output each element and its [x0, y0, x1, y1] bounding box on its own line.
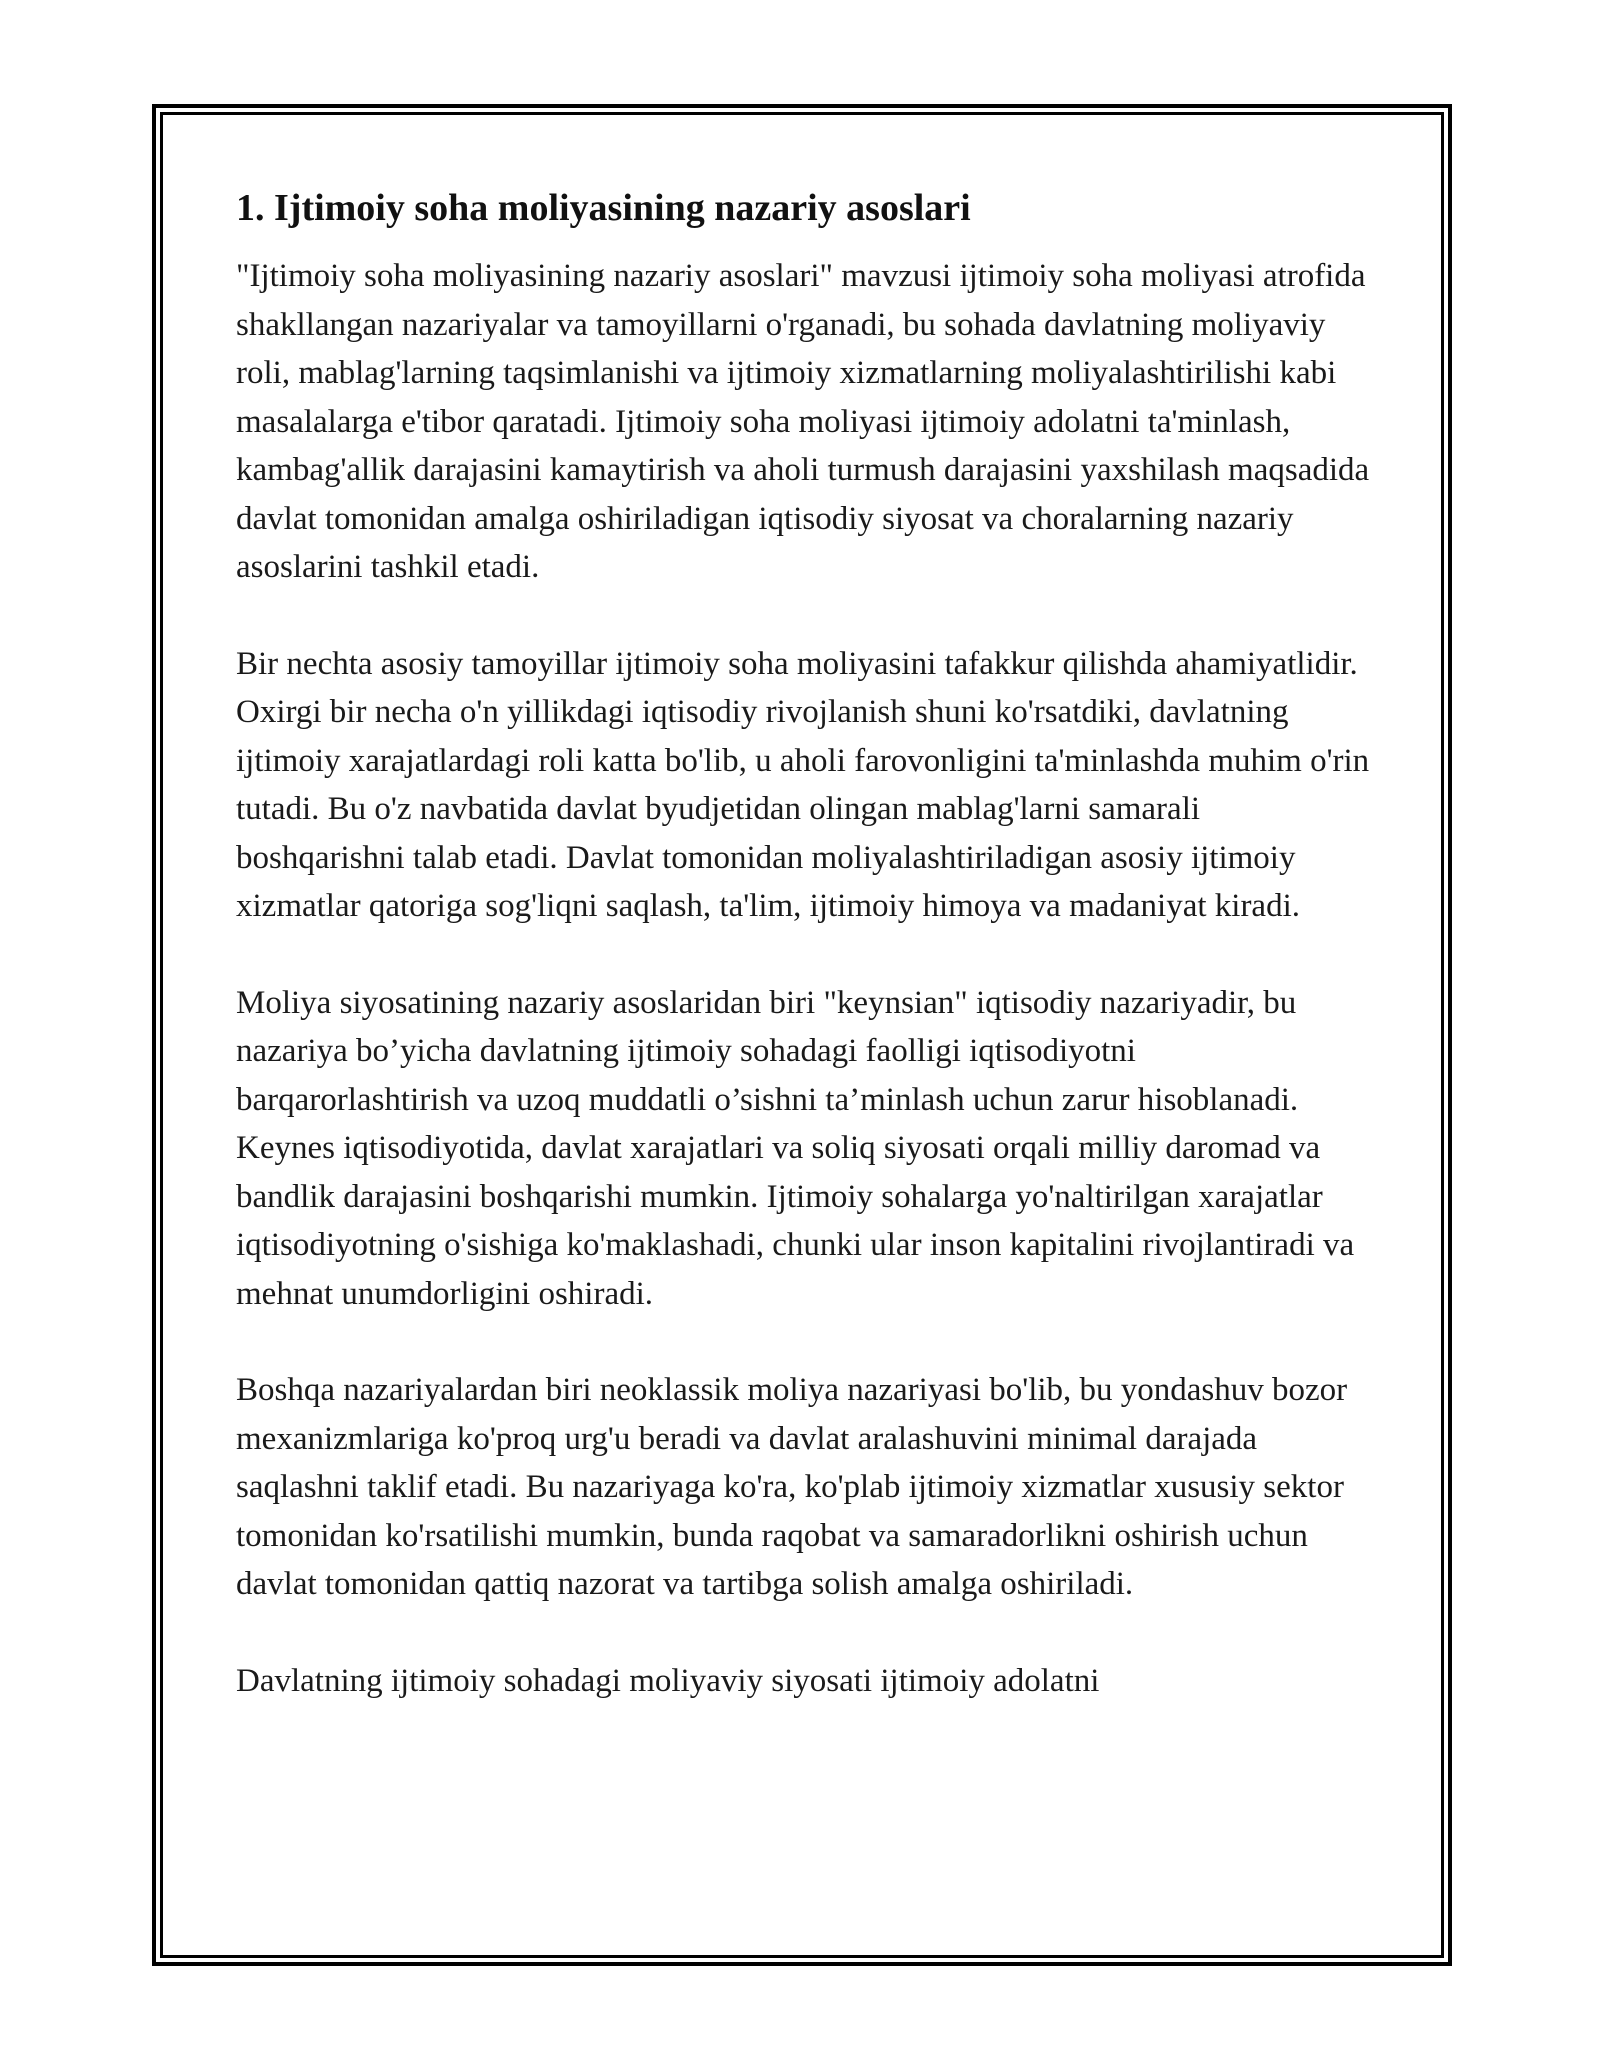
paragraph-2: Bir nechta asosiy tamoyillar ijtimoiy soha moliyasini tafakkur qilishda ahamiyatlidir. Oxirgi bir necha o'n yillikdagi iqtisodiy rivojlanish shuni ko'rsatdiki, davlatning ijtimoiy xarajatlardagi roli katta bo'lib, u aholi farovonligini ta'minlashda muhim o'rin tutadi. Bu o'z navbatida davlat byudjetidan olingan mablag'larni samarali boshqarishni talab etadi. Davlat tomonidan moliyalashtiriladigan asosiy ijtimoiy xizmatlar qatoriga sog'liqni saqlash, ta'lim, ijtimoiy himoya va madaniyat kiradi.: [236, 645, 1370, 924]
paragraph-5: Davlatning ijtimoiy sohadagi moliyaviy siyosati ijtimoiy adolatni: [236, 1662, 1100, 1699]
paragraph-1: "Ijtimoiy soha moliyasining nazariy asoslari" mavzusi ijtimoiy soha moliyasi atrofida shakllangan nazariyalar va tamoyillarni o'rganadi, bu sohada davlatning moliyaviy roli, mablag'larning taqsimlanishi va ijtimoiy xizmatlarning moliyalashtirilishi kabi masalalarga e'tibor qaratadi. Ijtimoiy soha moliyasi ijtimoiy adolatni ta'minlash, kambag'allik darajasini kamaytirish va aholi turmush darajasini yaxshilash maqsadida davlat tomonidan amalga oshiriladigan iqtisodiy siyosat va choralarning nazariy asoslarini tashkil etadi.: [236, 258, 1370, 585]
document-body: [236, 184, 1376, 1705]
paragraph-3: Moliya siyosatining nazariy asoslaridan biri "keynsian" iqtisodiy nazariyadir, bu nazariya bo’yicha davlatning ijtimoiy sohadagi faolligi iqtisodiyotni barqarorlashtirish va uzoq muddatli o’sishni ta’minlash uchun zarur hisoblanadi. Keynes iqtisodiyotida, davlat xarajatlari va soliq siyosati orqali milliy daromad va bandlik darajasini boshqarishi mumkin. Ijtimoiy sohalarga yo'naltirilgan xarajatlar iqtisodiyotning o'sishiga ko'maklashadi, chunki ular inson kapitalini rivojlantiradi va mehnat unumdorligini oshiradi.: [236, 984, 1355, 1312]
paragraph-4: Boshqa nazariyalardan biri neoklassik moliya nazariyasi bo'lib, bu yondashuv bozor mexanizmlariga ko'proq urg'u beradi va davlat aralashuvini minimal darajada saqlashni taklif etadi. Bu nazariyaga ko'ra, ko'plab ijtimoiy xizmatlar xususiy sektor tomonidan ko'rsatilishi mumkin, bunda raqobat va samaradorlikni oshirish uchun davlat tomonidan qattiq nazorat va tartibga solish amalga oshiriladi.: [236, 1372, 1348, 1602]
section-heading: 1. Ijtimoiy soha moliyasining nazariy asoslari: [236, 187, 971, 229]
